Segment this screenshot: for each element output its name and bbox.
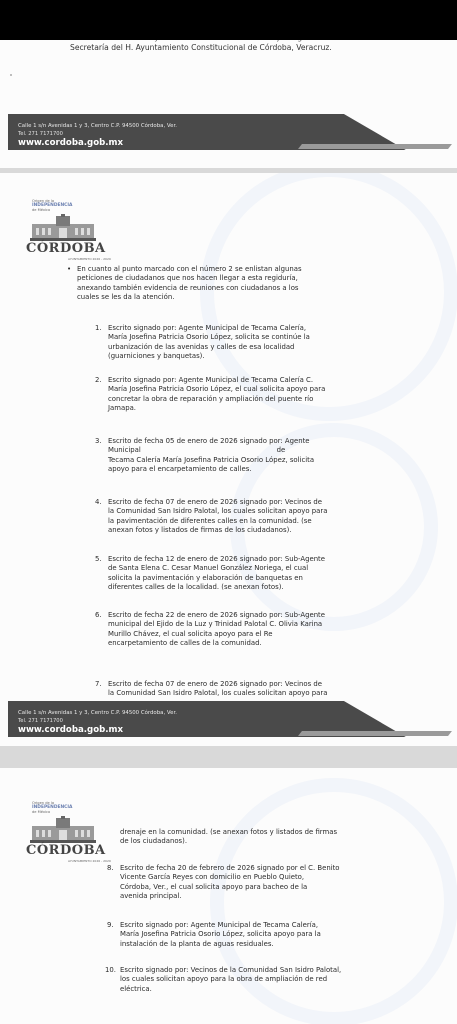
redaction-bar — [0, 0, 457, 40]
item-number: 7. — [95, 680, 102, 688]
item-line: Escrito signado por: Agente Municipal de Tecama Calería, — [108, 324, 307, 332]
footer-stripe — [298, 731, 452, 736]
item-line: Murillo Chávez, el cual solicita apoyo para el Re — [108, 629, 273, 638]
intro-line: En cuanto al punto marcado con el número 2 se enlistan algunas — [77, 265, 302, 273]
item-line: instalación de la planta de aguas residuales. — [120, 939, 274, 948]
item-line: Escrito de fecha 20 de febrero de 2026 signado por el C. Benito — [120, 864, 340, 872]
list-item — [108, 611, 404, 649]
logo-text-mexico: de México — [32, 208, 51, 212]
item-line: Córdoba, Ver., el cual solicita apoyo para bacheo de la — [120, 882, 308, 891]
item-number: 6. — [95, 611, 102, 619]
footer-address: Calle 1 s/n Avenidas 1 y 3, Centro C.P. 94500 Córdoba, Ver. — [18, 123, 177, 129]
footer-tel: Tel. 271 7171700 — [18, 131, 63, 137]
document-page-1-fragment — [0, 0, 457, 168]
item-line: María Josefina Patricia Osorio López, el cual solicita apoyo para — [108, 385, 326, 394]
footer-url[interactable]: www.cordoba.gob.mx — [18, 725, 124, 735]
logo-text-mexico: de México — [32, 810, 51, 814]
list-item — [120, 921, 416, 949]
item-number: 1. — [95, 324, 102, 332]
item-number: 2. — [95, 376, 102, 384]
item-line: Municipal de — [108, 446, 286, 455]
intro-line: anexando también evidencia de reuniones con ciudadanos a los — [77, 283, 299, 292]
item-line: de los ciudadanos). — [120, 837, 188, 846]
footer-url[interactable]: www.cordoba.gob.mx — [18, 138, 124, 148]
continuation-paragraph — [120, 828, 416, 847]
item-line: avenida principal. — [120, 892, 182, 901]
item-line: María Josefina Patricia Osorio López, solicita apoyo para la — [120, 930, 321, 939]
item-line: urbanización de las avenidas y calles de esa localidad — [108, 342, 295, 351]
item-line: (guarniciones y banquetas). — [108, 352, 205, 361]
logo-subtitle: AYUNTAMIENTO 2026 - 2029 — [68, 257, 111, 261]
document-page-3 — [0, 768, 457, 1024]
item-line: María Josefina Patricia Osorio López, solicita se continúe la — [108, 333, 310, 342]
item-line: municipal del Ejido de la Luz y Trinidad Palotal C. Olivia Karina — [108, 620, 323, 629]
logo-name: CÓRDOBA — [26, 241, 106, 256]
item-line: concretar la obra de reparación y ampliación del puente río — [108, 394, 314, 403]
list-item — [108, 437, 404, 475]
intro-line: peticiones de ciudadanos que nos hacen llegar a esta regiduría, — [77, 274, 298, 283]
footer-stripe — [298, 144, 452, 149]
item-line: Escrito de fecha 05 de enero de 2026 signado por: Agente — [108, 437, 310, 445]
cordoba-logo — [24, 801, 111, 867]
logo-name: CÓRDOBA — [26, 843, 106, 858]
list-item — [108, 376, 404, 414]
item-number: 4. — [95, 498, 102, 506]
list-item — [120, 966, 416, 994]
list-item — [120, 864, 416, 902]
item-line: los cuales solicitan apoyo para la obra de ampliación de red — [120, 975, 328, 984]
item-line: de Santa Elena C. Cesar Manuel González Noriega, el cual — [108, 564, 309, 573]
list-item — [108, 555, 404, 593]
logo-text-independencia: INDEPENDENCIA — [32, 203, 73, 208]
intro-line: cuales se les da la atención. — [77, 293, 175, 302]
item-line: Jamapa. — [108, 404, 136, 413]
item-line: eléctrica. — [120, 984, 152, 993]
item-line: Escrito de fecha 07 de enero de 2026 signado por: Vecinos de — [108, 680, 323, 688]
item-line: encarpetamiento de calles de la comunidad. — [108, 639, 262, 648]
item-line: la pavimentación de diferentes calles en la comunidad. (se — [108, 516, 312, 525]
intro-paragraph — [77, 265, 394, 303]
logo-text-origen: Origen de la — [32, 199, 55, 203]
item-line: Escrito de fecha 12 de enero de 2026 signado por: Sub-Agente — [108, 555, 325, 563]
item-number: 8. — [107, 864, 114, 872]
item-line: la Comunidad San Isidro Palotal, los cuales solicitan apoyo para — [108, 689, 328, 698]
bullet-icon: • — [67, 265, 72, 273]
list-item — [108, 324, 404, 362]
palace-icon — [30, 816, 96, 844]
item-line: apoyo para el encarpetamiento de calles. — [108, 465, 252, 474]
item-number: 5. — [95, 555, 102, 563]
logo-text-origen: Origen de la — [32, 801, 55, 805]
list-item — [108, 680, 404, 699]
scan-speck — [10, 74, 12, 76]
item-line: Escrito de fecha 07 de enero de 2026 signado por: Vecinos de — [108, 498, 323, 506]
item-number: 10. — [105, 966, 116, 974]
footer-tel: Tel. 271 7171700 — [18, 718, 63, 724]
list-item — [108, 498, 404, 536]
item-line: Tecama Calería María Josefina Patricia Osorio López, solicita — [108, 455, 315, 464]
item-line: Escrito signado por: Vecinos de la Comunidad San Isidro Palotal, — [120, 966, 342, 974]
item-line: anexan fotos y listados de firmas de los ciudadanos). — [108, 526, 292, 535]
item-line: drenaje en la comunidad. (se anexan fotos y listados de firmas — [120, 828, 338, 836]
logo-text-independencia: INDEPENDENCIA — [32, 805, 73, 810]
item-line: Vicente García Reyes con domicilio en Pueblo Quieto, — [120, 873, 305, 882]
item-line: solicita la pavimentación y elaboración de banquetas en — [108, 573, 303, 582]
item-number: 3. — [95, 437, 102, 445]
item-number: 9. — [107, 921, 114, 929]
item-line: diferentes calles de la localidad. (se anexan fotos). — [108, 583, 284, 592]
item-line: Escrito de fecha 22 de enero de 2026 signado por: Sub-Agente — [108, 611, 325, 619]
item-line: Escrito signado por: Agente Municipal de Tecama Calería, — [120, 921, 319, 929]
footer-address: Calle 1 s/n Avenidas 1 y 3, Centro C.P. 94500 Córdoba, Ver. — [18, 710, 177, 716]
document-page-2 — [0, 173, 457, 746]
logo-subtitle: AYUNTAMIENTO 2026 - 2029 — [68, 859, 111, 863]
cordoba-logo — [24, 199, 111, 265]
item-line: la Comunidad San Isidro Palotal, los cuales solicitan apoyo para — [108, 507, 328, 516]
secretaria-line: Secretaría del H. Ayuntamiento Constitucional de Córdoba, Veracruz. — [70, 43, 332, 52]
palace-icon — [30, 214, 96, 242]
item-line: Escrito signado por: Agente Municipal de Tecama Calería C. — [108, 376, 314, 384]
